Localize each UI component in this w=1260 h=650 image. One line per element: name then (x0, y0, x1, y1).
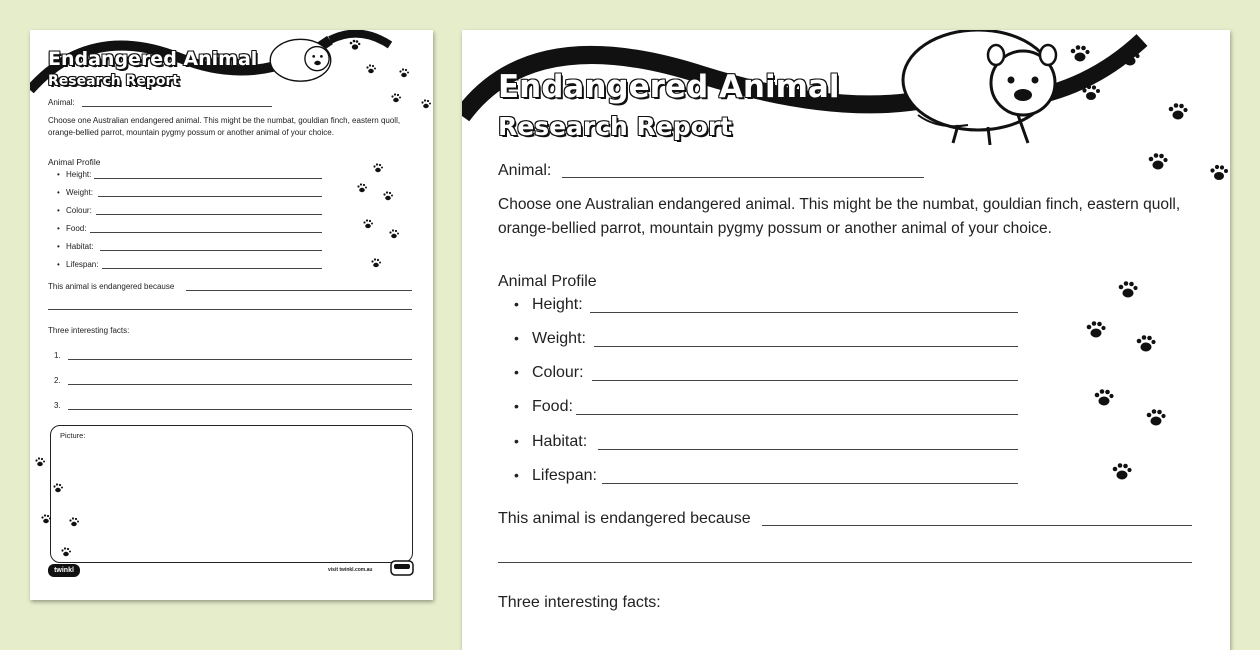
animal-label: Animal: (48, 98, 75, 107)
paw-print-icon (34, 456, 46, 468)
weight-answer-line[interactable] (594, 346, 1018, 347)
endangered-label: This animal is endangered because (498, 510, 751, 527)
field-label-colour: Colour: (66, 206, 92, 215)
paw-print-icon (40, 513, 52, 525)
bullet: • (57, 206, 60, 215)
height-answer-line[interactable] (94, 178, 322, 179)
food-answer-line[interactable] (576, 414, 1018, 415)
field-label-lifespan: Lifespan: (532, 467, 597, 484)
field-label-colour: Colour: (532, 364, 584, 381)
profile-heading: Animal Profile (498, 273, 597, 290)
paw-print-icon (1146, 150, 1170, 174)
paw-print-icon (1118, 46, 1142, 70)
bullet: • (514, 433, 519, 449)
paw-print-icon (1080, 82, 1102, 104)
paw-print-icon (398, 67, 410, 79)
paw-print-icon (420, 98, 432, 110)
title-line-2: Research Report (48, 73, 180, 89)
facts-heading: Three interesting facts: (498, 594, 661, 611)
paw-print-icon (1110, 460, 1134, 484)
fact-2-answer-line[interactable] (68, 384, 412, 385)
field-label-weight: Weight: (532, 330, 586, 347)
fact-1-answer-line[interactable] (68, 359, 412, 360)
bullet: • (514, 398, 519, 414)
twinkl-logo: twinkl (48, 564, 80, 577)
colour-answer-line[interactable] (592, 380, 1018, 381)
field-label-lifespan: Lifespan: (66, 260, 99, 269)
paw-print-icon (1116, 278, 1140, 302)
intro-text: Choose one Australian endangered animal. This might be the numbat, gouldian finch, eastern quoll, orange-bellied parrot, mountain pygmy possum or another animal of your choice. (498, 196, 1181, 237)
picture-box[interactable] (50, 425, 413, 563)
lifespan-answer-line[interactable] (602, 483, 1018, 484)
paw-print-icon (52, 482, 64, 494)
animal-answer-line[interactable] (562, 177, 924, 178)
paw-print-icon (1144, 406, 1168, 430)
field-label-height: Height: (66, 170, 92, 179)
field-label-food: Food: (532, 398, 573, 415)
endangered-answer-line-2[interactable] (498, 562, 1192, 563)
endangered-answer-line-1[interactable] (186, 290, 412, 291)
footer-url: visit twinkl.com.au (328, 567, 373, 573)
paw-print-icon (348, 38, 362, 52)
paw-print-icon (372, 162, 384, 174)
paw-print-icon (1208, 162, 1230, 184)
weight-answer-line[interactable] (98, 196, 322, 197)
fact-number: 2. (54, 376, 61, 385)
paw-print-icon (382, 190, 394, 202)
twinkl-badge-icon (390, 560, 414, 576)
endangered-answer-line-2[interactable] (48, 309, 412, 310)
paw-print-icon (390, 92, 402, 104)
title-line-2: Research Report (498, 112, 733, 141)
field-label-habitat: Habitat: (66, 242, 94, 251)
field-label-weight: Weight: (66, 188, 93, 197)
paw-print-icon (1134, 332, 1158, 356)
paw-print-icon (1084, 318, 1108, 342)
endangered-label: This animal is endangered because (48, 282, 175, 291)
title-line-1: Endangered Animal (498, 69, 840, 105)
paw-print-icon (362, 218, 374, 230)
habitat-answer-line[interactable] (598, 449, 1018, 450)
lifespan-answer-line[interactable] (102, 268, 322, 269)
profile-heading: Animal Profile (48, 157, 101, 167)
wombat-icon (903, 30, 1056, 145)
wombat-icon (270, 39, 331, 81)
fact-number: 3. (54, 401, 61, 410)
bullet: • (514, 330, 519, 346)
field-label-habitat: Habitat: (532, 433, 588, 450)
bullet: • (57, 224, 60, 233)
paw-print-icon (1166, 100, 1190, 124)
paw-print-icon (68, 516, 80, 528)
facts-heading: Three interesting facts: (48, 326, 130, 335)
fact-3-answer-line[interactable] (68, 409, 412, 410)
bullet: • (57, 242, 60, 251)
field-label-height: Height: (532, 296, 583, 313)
paw-print-icon (1068, 42, 1092, 66)
bullet: • (57, 260, 60, 269)
paw-print-icon (365, 63, 377, 75)
bullet: • (57, 188, 60, 197)
paw-print-icon (1092, 386, 1116, 410)
intro-text: Choose one Australian endangered animal. This might be the numbat, gouldian finch, eastern quoll, orange-bellied parrot, mountain pygmy possum or another animal of your choice. (48, 116, 401, 137)
paw-print-icon (388, 228, 400, 240)
bullet: • (514, 467, 519, 483)
animal-answer-line[interactable] (82, 106, 272, 107)
fact-number: 1. (54, 351, 61, 360)
bullet: • (57, 170, 60, 179)
colour-answer-line[interactable] (96, 214, 322, 215)
animal-label: Animal: (498, 162, 552, 179)
paw-print-icon (356, 182, 368, 194)
paw-print-icon (60, 546, 72, 558)
height-answer-line[interactable] (590, 312, 1018, 313)
worksheet-zoomed (462, 30, 1230, 650)
habitat-answer-line[interactable] (100, 250, 322, 251)
worksheet-thumbnail (30, 30, 433, 600)
paw-print-icon (370, 257, 382, 269)
bullet: • (514, 364, 519, 380)
title-line-1: Endangered Animal (48, 48, 258, 70)
picture-label: Picture: (60, 431, 86, 440)
endangered-answer-line-1[interactable] (762, 525, 1192, 526)
food-answer-line[interactable] (90, 232, 322, 233)
bullet: • (514, 296, 519, 312)
field-label-food: Food: (66, 224, 87, 233)
